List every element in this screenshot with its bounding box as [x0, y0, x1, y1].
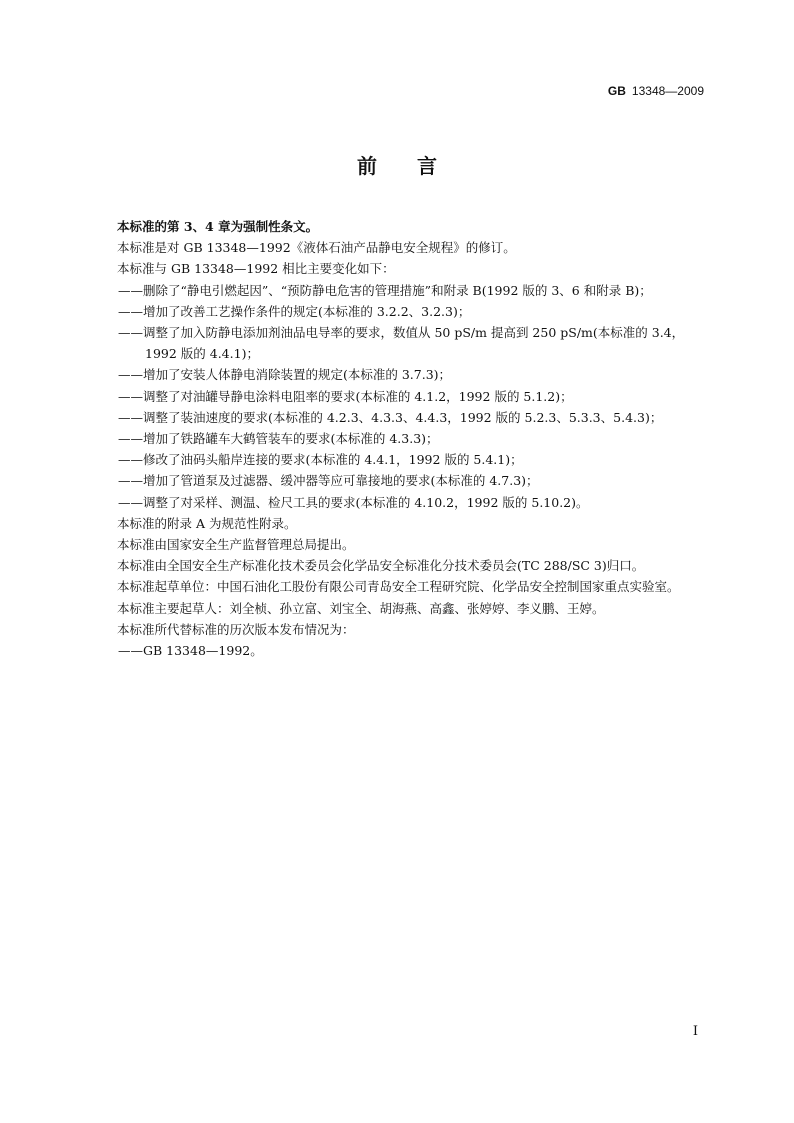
mandatory-clause-statement: 本标准的第 3、4 章为强制性条文。	[117, 219, 319, 234]
foreword-body	[90, 216, 706, 661]
page-number: I	[692, 1024, 698, 1039]
replaced-version-item: ——GB 13348—1992。	[118, 643, 263, 659]
change-item: ——调整了加入防静电添加剂油品电导率的要求，数值从 50 pS/m 提高到 250 pS/m(本标准的 3.4，1992 版的 4.4.1)；	[118, 325, 685, 362]
drafting-organization: 本标准起草单位：中国石油化工股份有限公司青岛安全工程研究院、化学品安全控制国家重点实验室。	[117, 579, 680, 595]
annex-statement: 本标准的附录 A 为规范性附录。	[117, 515, 297, 531]
change-item: ——增加了安装人体静电消除装置的规定(本标准的 3.7.3)；	[118, 367, 452, 383]
standard-number: 13348—2009	[631, 84, 704, 98]
change-item: ——修改了油码头船岸连接的要求(本标准的 4.4.1，1992 版的 5.4.1)；	[118, 452, 523, 468]
changes-list	[90, 280, 706, 513]
change-item: ——增加了管道泵及过滤器、缓冲器等应可靠接地的要求(本标准的 4.7.3)；	[118, 473, 539, 489]
replaced-versions-intro: 本标准所代替标准的历次版本发布情况为：	[117, 621, 355, 637]
drafters: 本标准主要起草人：刘全桢、孙立富、刘宝全、胡海燕、高鑫、张婷婷、李义鹏、王婷。	[117, 600, 605, 616]
change-item: ——增加了改善工艺操作条件的规定(本标准的 3.2.2、3.2.3)；	[118, 303, 471, 319]
change-item: ——调整了对采样、测温、检尺工具的要求(本标准的 4.10.2，1992 版的 5.10.2)。	[118, 494, 589, 510]
change-item: ——调整了对油罐导静电涂料电阻率的要求(本标准的 4.1.2，1992 版的 5.1.2)；	[118, 388, 573, 404]
proposer-statement: 本标准由国家安全生产监督管理总局提出。	[117, 537, 355, 553]
standard-code	[608, 84, 704, 98]
change-item: ——调整了装油速度的要求(本标准的 4.2.3、4.3.3、4.4.3，1992 版的 5.2.3、5.3.3、5.4.3)；	[118, 409, 663, 425]
standard-prefix: GB	[607, 84, 626, 98]
change-item: ——删除了“静电引燃起因”、“预防静电危害的管理措施”和附录 B(1992 版的 3、6 和附录 B)；	[118, 282, 652, 298]
revision-statement: 本标准是对 GB 13348—1992《液体石油产品静电安全规程》的修订。	[117, 240, 516, 256]
page-title: 前言	[357, 154, 477, 178]
administrator-statement: 本标准由全国安全生产标准化技术委员会化学品安全标准化分技术委员会(TC 288/SC 3)归口。	[117, 558, 645, 574]
change-item: ——增加了铁路罐车大鹤管装车的要求(本标准的 4.3.3)；	[118, 431, 439, 447]
changes-intro: 本标准与 GB 13348—1992 相比主要变化如下：	[117, 261, 395, 277]
